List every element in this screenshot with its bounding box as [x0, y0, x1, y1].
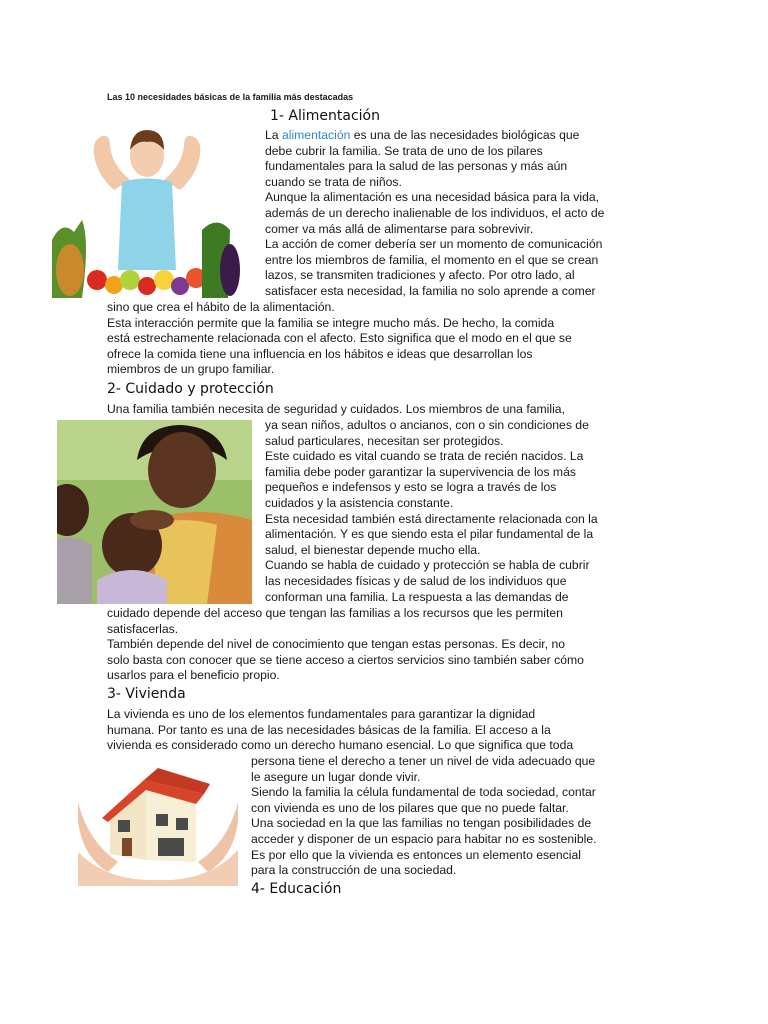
text-line: cuidados y la asistencia constante. [265, 495, 454, 510]
text-line: cuando se trata de niños. [265, 174, 402, 189]
text-line: ofrece la comida tiene una influencia en los hábitos e ideas que desarrollan los [107, 346, 533, 361]
alimentacion-full-text [107, 300, 572, 378]
text-line: le asegure un lugar donde vivir. [251, 769, 421, 784]
text-line: Es por ello que la vivienda es entonces un elemento esencial [251, 847, 581, 862]
heading-vivienda: 3- Vivienda [107, 686, 186, 702]
text-line: satisfacerlas. [107, 621, 179, 636]
text-line: vivienda es considerado como un derecho humano esencial. Lo que significa que toda [107, 738, 574, 753]
image-boy-fruits [52, 120, 242, 298]
text-line: familia debe poder garantizar la supervivencia de los más [265, 464, 576, 479]
text-line: Cuando se habla de cuidado y protección se habla de cubrir [265, 558, 590, 573]
cuidado-intro-text [107, 402, 565, 418]
text-line: satisfacer esta necesidad, la familia no solo aprende a comer [265, 283, 596, 298]
vivienda-intro-text [107, 707, 573, 754]
text-line: alimentación. Y es que siendo esta el pilar fundamental de la [265, 527, 594, 542]
text-line: acceder y disponer de un espacio para habitar no es sostenible. [251, 831, 597, 846]
text-line: Esta interacción permite que la familia se integre mucho más. De hecho, la comida [107, 315, 555, 330]
text-line: además de un derecho inalienable de los individuos, el acto de [265, 205, 605, 220]
text-line: La vivienda es uno de los elementos fundamentales para garantizar la dignidad [107, 707, 536, 721]
text-line: Esta necesidad también está directamente relacionada con la [265, 511, 598, 526]
text-line: Una familia también necesita de seguridad y cuidados. Los miembros de una familia, [107, 402, 565, 416]
text-line: usarlos para el beneficio propio. [107, 668, 280, 683]
heading-cuidado: 2- Cuidado y protección [107, 381, 274, 397]
image-hands-house [78, 762, 238, 886]
mother-children-illustration [57, 420, 252, 604]
text-line: fundamentales para la salud de las personas y más aún [265, 159, 568, 174]
text-line: Una sociedad en la que las familias no tengan posibilidades de [251, 816, 592, 831]
cuidado-wrap-text [265, 418, 598, 605]
text-line: Este cuidado es vital cuando se trata de recién nacidos. La [265, 449, 584, 464]
text-line: sino que crea el hábito de la alimentación. [107, 300, 335, 314]
text-line: salud, el bienestar depende mucho ella. [265, 542, 481, 557]
text-line: Siendo la familia la célula fundamental de toda sociedad, contar [251, 785, 596, 800]
heading-educacion: 4- Educación [251, 881, 342, 897]
vivienda-wrap-text [251, 754, 597, 879]
text-line: salud particulares, necesitan ser protegidos. [265, 433, 504, 448]
alimentacion-wrap-text [265, 128, 604, 300]
text-line: La alimentación es una de las necesidades biológicas que [265, 128, 580, 142]
text-line: las necesidades físicas y de salud de los individuos que [265, 573, 567, 588]
text-line: ya sean niños, adultos o ancianos, con o sin condiciones de [265, 418, 589, 432]
cuidado-full-text [107, 606, 584, 684]
text-line: entre los miembros de familia, el momento en el que se crean [265, 252, 599, 267]
text-line: solo basta con conocer que se tiene acceso a ciertos servicios sino también saber cómo [107, 652, 584, 667]
document-title: Las 10 necesidades básicas de la familia más destacadas [107, 92, 354, 102]
text-line: comer va más allá de alimentarse para sobrevivir. [265, 221, 534, 236]
image-mother-children [57, 420, 252, 604]
text-line: está estrechamente relacionada con el afecto. Esto significa que el modo en el que se [107, 331, 572, 346]
hands-house-illustration [78, 762, 238, 886]
boy-fruits-illustration [52, 120, 242, 298]
text-line: debe cubrir la familia. Se trata de uno de los pilares [265, 143, 543, 158]
text-line: pequeños e indefensos y esto se logra a través de los [265, 480, 557, 495]
text-line: cuidado depende del acceso que tengan las familias a los recursos que les permiten [107, 606, 563, 620]
text-line: También depende del nivel de conocimiento que tengan estas personas. Es decir, no [107, 637, 566, 652]
text-line: Aunque la alimentación es una necesidad básica para la vida, [265, 190, 600, 205]
text-line: conforman una familia. La respuesta a las demandas de [265, 589, 569, 604]
text-line: miembros de un grupo familiar. [107, 362, 275, 377]
text-line: La acción de comer debería ser un momento de comunicación [265, 237, 603, 252]
heading-alimentacion: 1- Alimentación [270, 108, 380, 124]
text-line: con vivienda es uno de los pilares que que no puede faltar. [251, 800, 569, 815]
link-alimentacion[interactable]: alimentación [281, 128, 351, 142]
text-line: para la construcción de una sociedad. [251, 863, 457, 878]
text-line: lazos, se transmiten tradiciones y afecto. Por otro lado, al [265, 268, 575, 283]
text-line: persona tiene el derecho a tener un nivel de vida adecuado que [251, 754, 596, 768]
text-line: humana. Por tanto es una de las necesidades básicas de la familia. El acceso a la [107, 722, 551, 737]
